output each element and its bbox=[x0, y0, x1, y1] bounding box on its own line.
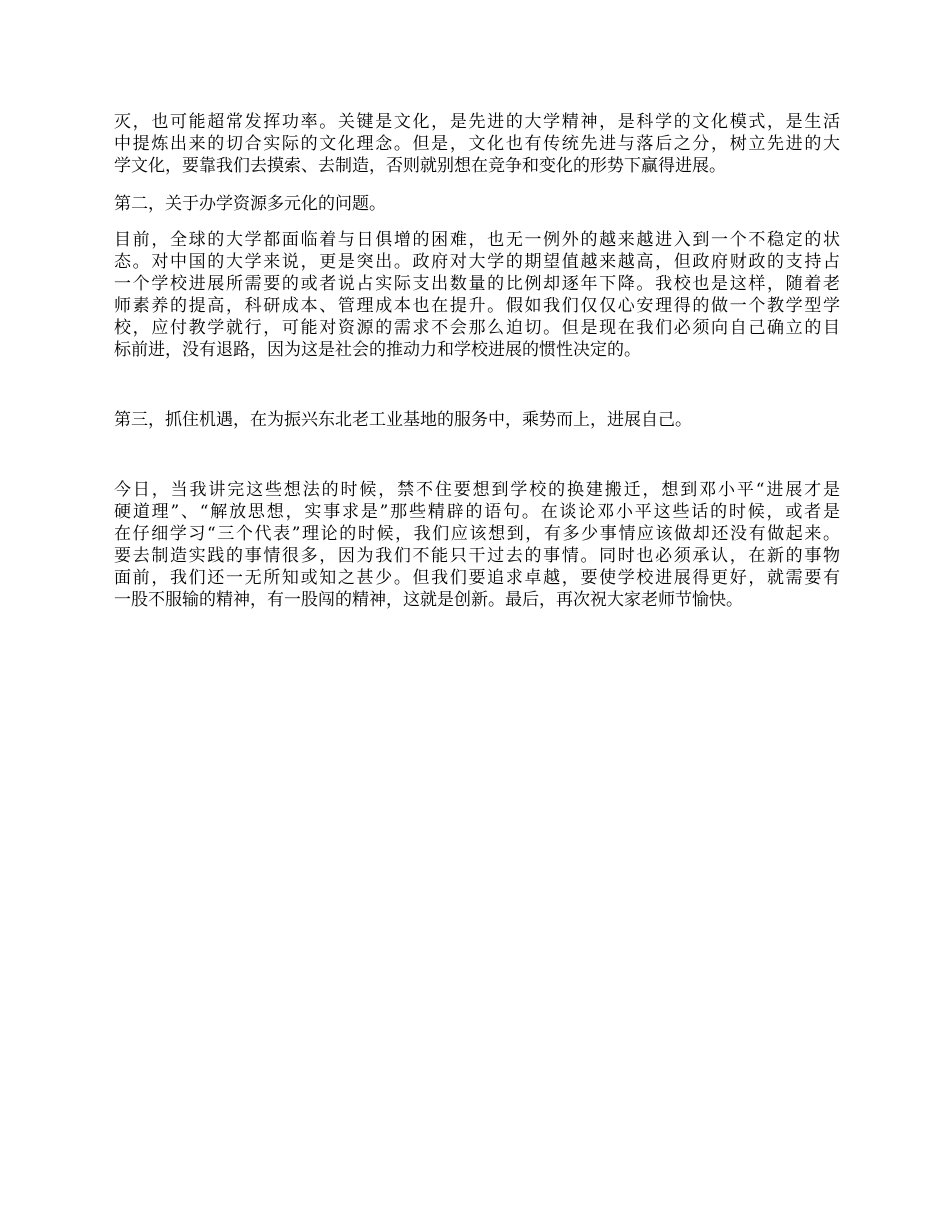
text-line: 中提炼出来的切合实际的文化理念。但是，文化也有传统先进与落后之分，树立先进的大 bbox=[114, 134, 840, 154]
text-line: 今日，当我讲完这些想法的时候，禁不住要想到学校的换建搬迁，想到邓小平“进展才是 bbox=[114, 480, 840, 500]
text-line: 要去制造实践的事情很多，因为我们不能只干过去的事情。同时也必须承认，在新的事物 bbox=[114, 546, 840, 566]
paragraph-resources bbox=[114, 229, 840, 361]
text-line: 在仔细学习“三个代表”理论的时候，我们应该想到，有多少事情应该做却还没有做起来。 bbox=[114, 524, 840, 544]
paragraph-second-heading bbox=[114, 193, 840, 215]
paragraph-conclusion bbox=[114, 479, 840, 611]
text-line: 目前，全球的大学都面临着与日俱增的困难，也无一例外的越来越进入到一个不稳定的状 bbox=[114, 230, 840, 250]
paragraph-culture bbox=[114, 111, 840, 177]
text-line: 硬道理”、“解放思想，实事求是”那些精辟的语句。在谈论邓小平这些话的时候，或者是 bbox=[114, 502, 840, 522]
text-line: 师素养的提高，科研成本、管理成本也在提升。假如我们仅仅心安理得的做一个教学型学 bbox=[114, 296, 840, 316]
text-line: 面前，我们还一无所知或知之甚少。但我们要追求卓越，要使学校进展得更好，就需要有 bbox=[114, 568, 840, 588]
text-line: 第二，关于办学资源多元化的问题。 bbox=[114, 194, 386, 214]
text-line: 态。对中国的大学来说，更是突出。政府对大学的期望值越来越高，但政府财政的支持占 bbox=[114, 252, 840, 272]
text-line: 第三，抓住机遇，在为振兴东北老工业基地的服务中，乘势而上，进展自己。 bbox=[114, 410, 692, 430]
text-line: 一股不服输的精神，有一股闯的精神，这就是创新。最后，再次祝大家老师节愉快。 bbox=[114, 590, 743, 610]
text-line: 灭，也可能超常发挥功率。关键是文化，是先进的大学精神，是科学的文化模式，是生活 bbox=[114, 112, 840, 132]
text-line: 一个学校进展所需要的或者说占实际支出数量的比例却逐年下降。我校也是这样，随着老 bbox=[114, 274, 840, 294]
text-line: 校，应付教学就行，可能对资源的需求不会那么迫切。但是现在我们必须向自己确立的目 bbox=[114, 318, 840, 338]
text-line: 标前进，没有退路，因为这是社会的推动力和学校进展的惯性决定的。 bbox=[114, 340, 641, 360]
text-line: 学文化，要靠我们去摸索、去制造，否则就别想在竞争和变化的形势下赢得进展。 bbox=[114, 156, 726, 176]
paragraph-third-heading bbox=[114, 409, 840, 431]
